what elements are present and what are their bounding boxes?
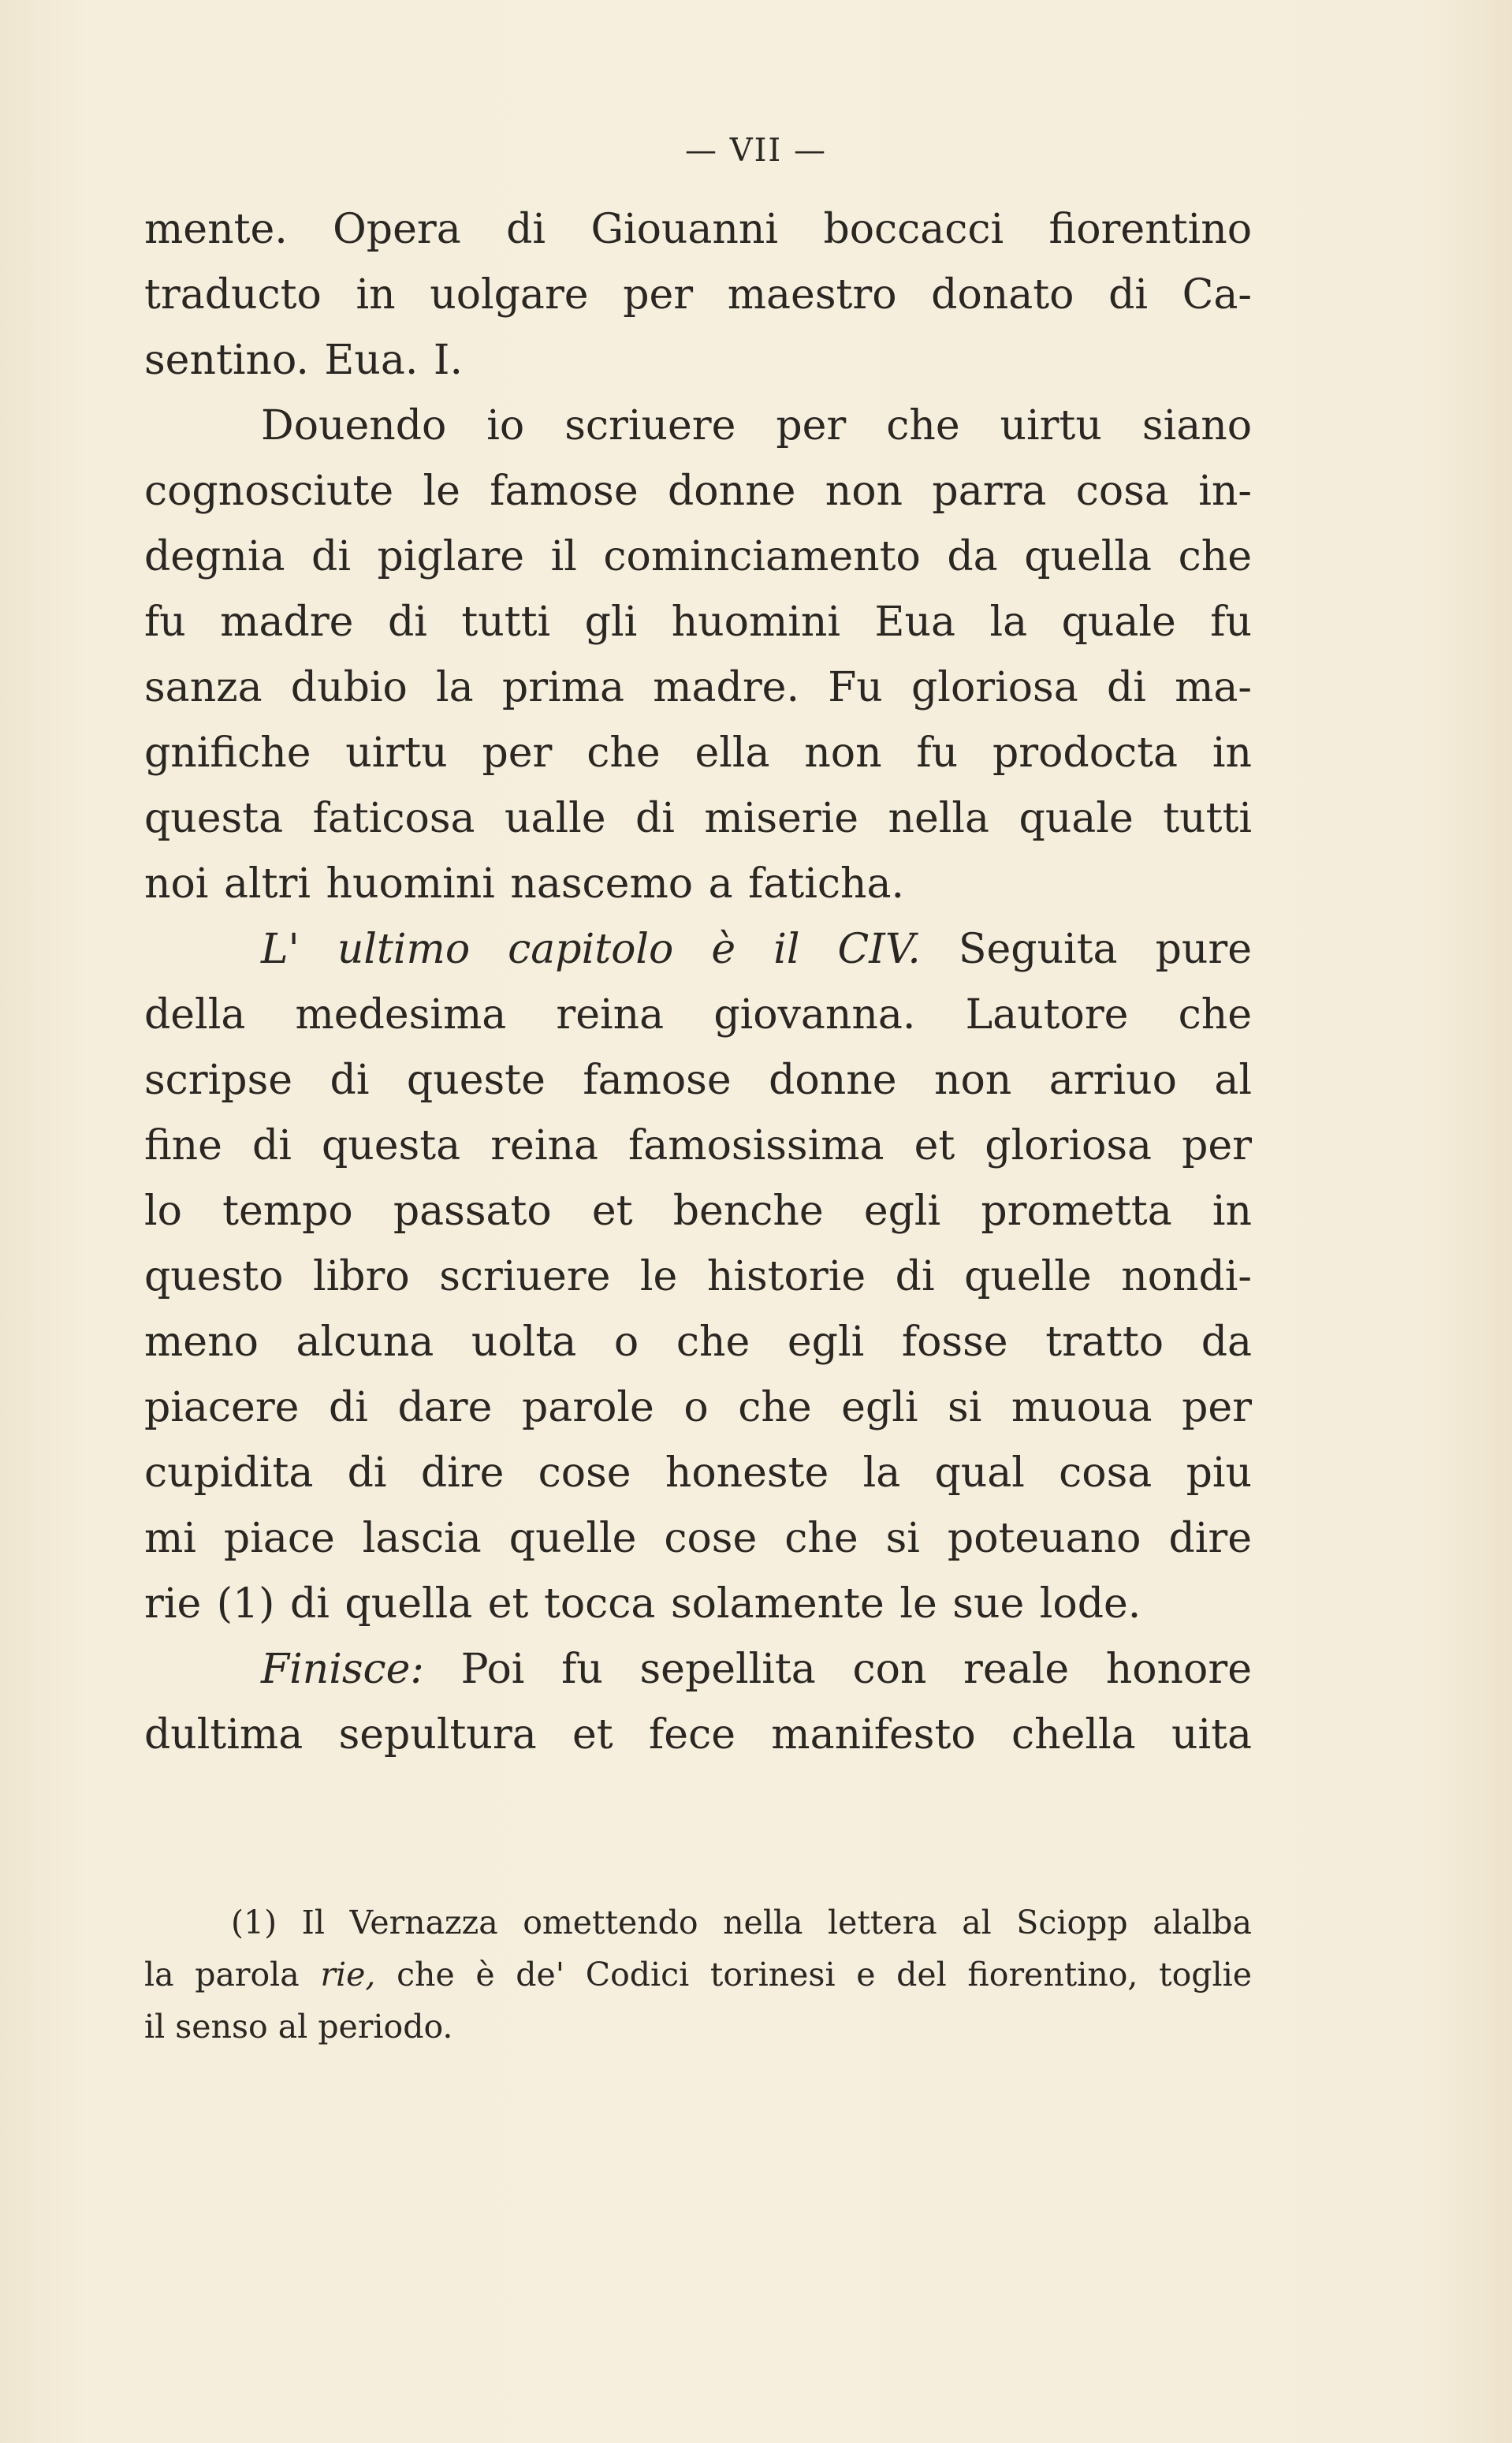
text-line: Douendo io scriuere per che uirtu siano [261, 402, 1252, 449]
text-line: meno alcuna uolta o che egli fosse tratto da [144, 1318, 1252, 1366]
text-line: scripse di queste famose donne non arriuo al [144, 1057, 1252, 1104]
text-line: piacere di dare parole o che egli si muoua per [144, 1384, 1252, 1431]
text-line: mi piace lascia quelle cose che si poteuano dire [144, 1515, 1252, 1562]
text-line [144, 917, 1252, 983]
text-run: la parola [144, 1956, 321, 1994]
text-line: fine di questa reina famosissima et gloriosa per [144, 1122, 1252, 1169]
italic-chapter-ref: L' ultimo capitolo è il CIV. [261, 926, 921, 973]
text-line: cognosciute le famose donne non parra cosa in- [144, 468, 1252, 515]
text-line: cupidita di dire cose honeste la qual cosa piu [144, 1449, 1252, 1497]
text-run: Poi fu sepellita con reale honore [423, 1646, 1252, 1693]
footnote [144, 1897, 1252, 2053]
text-line: sanza dubio la prima madre. Fu gloriosa di ma- [144, 664, 1252, 711]
text-line: dultima sepultura et fece manifesto chella uita [144, 1711, 1252, 1759]
footnote-line: (1) Il Vernazza omettendo nella lettera al Sciopp alalba [231, 1904, 1252, 1941]
italic-word: rie, [320, 1956, 376, 1994]
text-line: lo tempo passato et benche egli prometta in [144, 1188, 1252, 1235]
page-number-header: — VII — [685, 132, 827, 169]
footnote-line [144, 1949, 1252, 2001]
text-line: gnifiche uirtu per che ella non fu prodocta in [144, 729, 1252, 777]
text-line: mente. Opera di Giouanni boccacci fiorentino [144, 206, 1252, 253]
text-line: sentino. Eua. I. [144, 337, 463, 384]
text-run: Seguita pure [920, 926, 1252, 973]
text-run: che è de' Codici torinesi e del fiorentino, toglie [375, 1956, 1252, 1994]
italic-finisce: Finisce: [261, 1646, 424, 1693]
text-line: fu madre di tutti gli huomini Eua la quale fu [144, 599, 1252, 646]
body-text [144, 197, 1252, 1768]
text-line: rie (1) di quella et tocca solamente le sue lode. [144, 1580, 1141, 1628]
text-line: questa faticosa ualle di miserie nella quale tutti [144, 795, 1252, 842]
text-line: della medesima reina giovanna. Lautore che [144, 991, 1252, 1039]
text-line: noi altri huomini nascemo a faticha. [144, 860, 905, 908]
text-line: questo libro scriuere le historie di quelle nondi- [144, 1253, 1252, 1300]
text-line: traducto in uolgare per maestro donato di Ca- [144, 271, 1252, 319]
footnote-line: il senso al periodo. [144, 2008, 453, 2046]
text-line: degnia di piglare il cominciamento da quella che [144, 533, 1252, 580]
text-line [144, 1637, 1252, 1703]
